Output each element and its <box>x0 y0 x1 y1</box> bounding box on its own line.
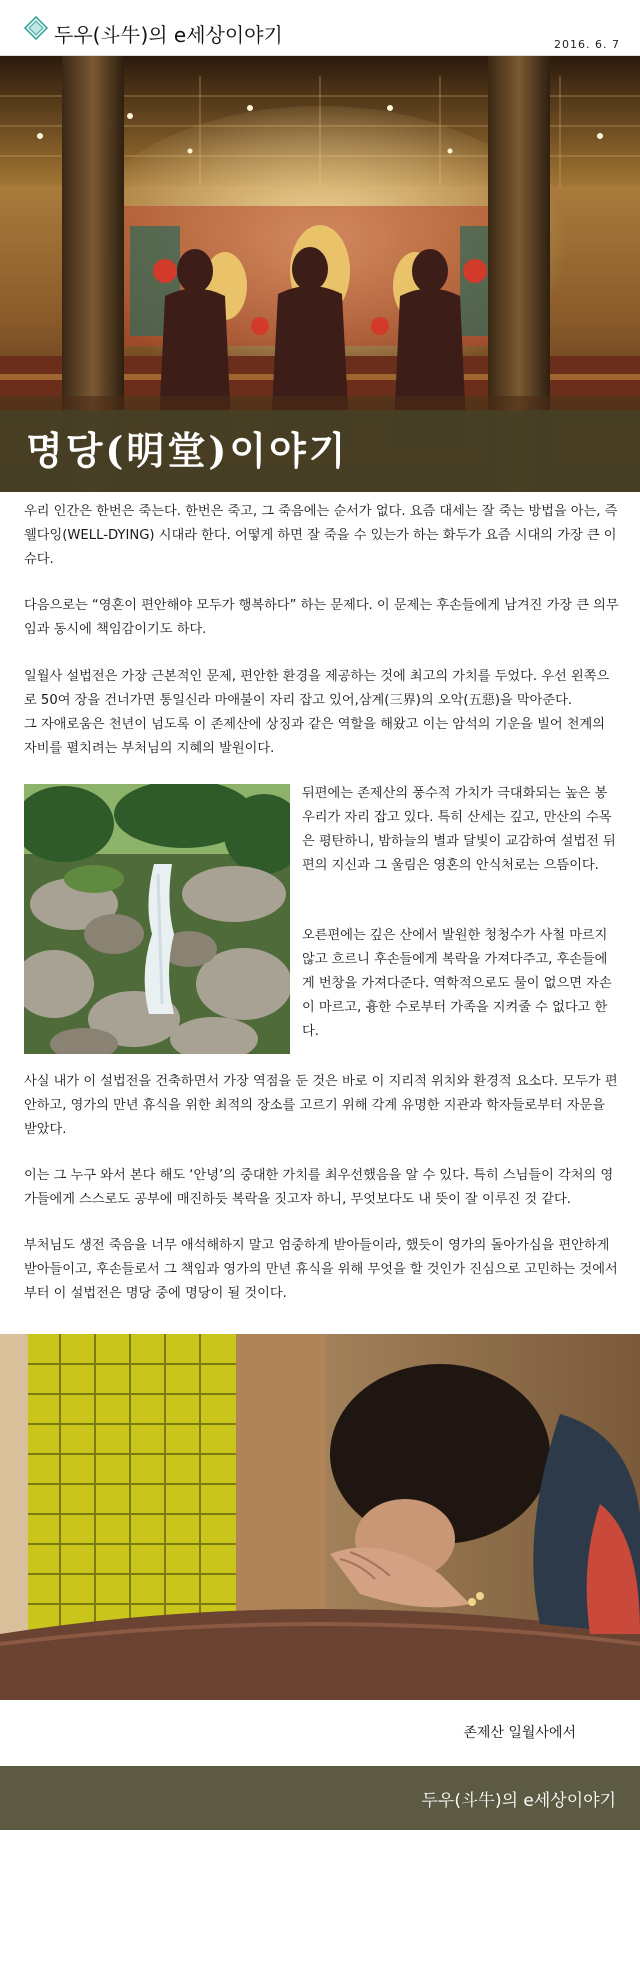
mountain-stream-illustration <box>24 784 290 1054</box>
closing-paragraph-2: 이는 그 누구 와서 본다 해도 ‘안녕’의 중대한 가치를 최우선했음을 알 수 있다. 특히 스님들이 각처의 영가들에게 스스로도 공부에 매진하듯 복락을 짓고자 하니, 무엇보다도 내 뜻이 잘 이루진 것 같다. <box>24 1168 614 1207</box>
praying-woman-photo <box>0 1334 640 1700</box>
closing-paragraph-1: 사실 내가 이 설법전을 건축하면서 가장 역점을 둔 것은 바로 이 지리적 위치와 환경적 요소다. 모두가 편안하고, 영가의 만년 휴식을 위한 최적의 장소를 고르기 위해 각계 유명한 지관과 학자들로부터 자문을 받았다. <box>24 1074 618 1137</box>
diamond-logo-icon <box>24 16 48 40</box>
footer-brand[interactable]: 두우(斗牛)의 e세상이야기 <box>421 1791 616 1811</box>
photo-caption: 존제산 일월사에서 <box>463 1725 576 1741</box>
blog-brand-title[interactable]: 두우(斗牛)의 e세상이야기 <box>54 23 283 47</box>
prayer-illustration <box>0 1334 640 1700</box>
post-date: 2016. 6. 7 <box>554 38 620 51</box>
page-header <box>0 0 640 56</box>
side-paragraph-1: 뒤편에는 존제산의 풍수적 가치가 극대화되는 높은 봉우리가 자리 잡고 있다. 특히 산세는 깊고, 만산의 수목은 평탄하니, 밤하늘의 별과 달빛이 교감하여 설법전 뒤편의 지신과 그 울림은 영혼의 안식처로는 으뜸이다. <box>302 786 616 873</box>
waterfall-photo <box>24 784 290 1054</box>
page-footer <box>0 1766 640 1830</box>
paragraph-3: 일월사 설법전은 가장 근본적인 문제, 편안한 환경을 제공하는 것에 최고의 가치를 두었다. 우선 왼쪽으로 50여 장을 건너가면 통일신라 마애불이 자리 잡고 있어,삼계(三界)의 오악(五惡)을 막아준다. <box>24 669 610 708</box>
paragraph-4: 그 자애로움은 천년이 넘도록 이 존제산에 상징과 같은 역할을 해왔고 이는 암석의 기운을 빌어 천계의 자비를 펼치려는 부처님의 지혜의 발원이다. <box>24 717 605 756</box>
closing-paragraph-3: 부처님도 생전 죽음을 너무 애석해하지 말고 엄중하게 받아들이라, 했듯이 영가의 돌아가심을 편안하게 받아들이고, 후손들로서 그 책임과 영가의 만년 휴식을 위해 무엇을 할 것인가 진심으로 고민하는 것에서부터 이 설법전은 명당 중에 명당이 될 것이다. <box>24 1238 618 1301</box>
paragraph-2: 다음으로는 “영혼이 편안해야 모두가 행복하다” 하는 문제다. 이 문제는 후손들에게 남겨진 가장 큰 의무임과 동시에 책임감이기도 하다. <box>24 598 619 637</box>
paragraph-1: 우리 인간은 한번은 죽는다. 한번은 죽고, 그 죽음에는 순서가 없다. 요즘 대세는 잘 죽는 방법을 아는, 즉 웰다잉(WELL-DYING) 시대라 한다. 어떻게 하면 잘 죽을 수 있는가 하는 화두가 요즘 시대의 가장 큰 이슈다. <box>24 504 618 567</box>
side-paragraph-2: 오른편에는 깊은 산에서 발원한 청청수가 사철 마르지 않고 흐르니 후손들에게 복락을 가져다주고, 후손들에게 번창을 가져다준다. 역학적으로도 물이 없으면 자손이 마르고, 흉한 수로부터 가족을 지켜줄 수 없다고 한다. <box>302 928 612 1039</box>
article-title: 명당(明堂)이야기 <box>26 428 349 473</box>
